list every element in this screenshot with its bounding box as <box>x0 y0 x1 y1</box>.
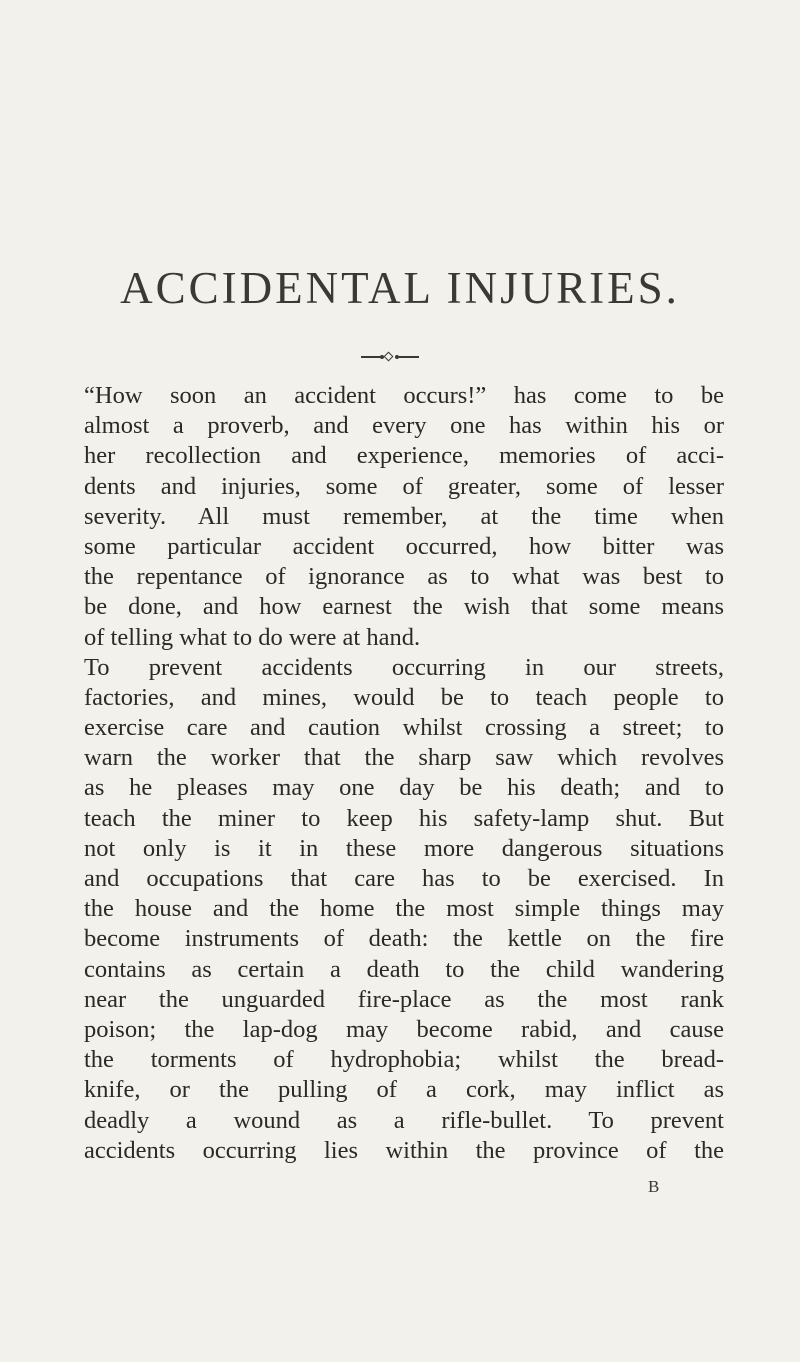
text-line: the repentance of ignorance as to what was best to <box>84 563 724 591</box>
text-line: become instruments of death: the kettle on the fire <box>84 925 724 953</box>
rule-right <box>399 356 419 358</box>
text-line: near the unguarded fire-place as the most rank <box>84 985 724 1013</box>
text-line: dents and injuries, some of greater, some of lesser <box>84 472 724 500</box>
text-line: teach the miner to keep his safety-lamp shut. But <box>84 804 724 832</box>
body-paragraphs <box>84 381 724 1166</box>
text-line: her recollection and experience, memories of acci- <box>84 442 724 470</box>
text-line: the torments of hydrophobia; whilst the bread- <box>84 1046 724 1074</box>
text-line: exercise care and caution whilst crossing a street; to <box>84 714 724 742</box>
diamond-icon <box>384 352 394 362</box>
text-line: of telling what to do were at hand. <box>84 623 421 651</box>
text-line: warn the worker that the sharp saw which revolves <box>84 744 724 772</box>
text-line: deadly a wound as a rifle-bullet. To prevent <box>84 1106 724 1134</box>
text-line: accidents occurring lies within the province of the <box>84 1136 724 1164</box>
rule-left <box>361 356 381 358</box>
text-line: factories, and mines, would be to teach people to <box>84 683 724 711</box>
text-line: “How soon an accident occurs!” has come to be <box>84 382 724 409</box>
decorative-rule-icon <box>361 351 419 363</box>
text-line: the house and the home the most simple things may <box>84 895 724 923</box>
text-line: severity. All must remember, at the time when <box>84 502 724 530</box>
text-line: and occupations that care has to be exercised. In <box>84 865 724 892</box>
text-line: not only is it in these more dangerous situations <box>84 834 724 862</box>
text-line: almost a proverb, and every one has within his or <box>84 412 724 440</box>
chapter-title: ACCIDENTAL INJURIES. <box>120 263 680 313</box>
text-line: some particular accident occurred, how bitter was <box>84 532 724 560</box>
signature-mark: B <box>648 1177 660 1196</box>
text-line: as he pleases may one day be his death; and to <box>84 774 724 802</box>
text-line: To prevent accidents occurring in our streets, <box>84 653 724 681</box>
text-line: knife, or the pulling of a cork, may inflict as <box>84 1076 724 1104</box>
text-line: poison; the lap-dog may become rabid, and cause <box>84 1015 724 1043</box>
text-line: contains as certain a death to the child wandering <box>84 955 724 983</box>
text-line: be done, and how earnest the wish that some means <box>84 593 724 621</box>
